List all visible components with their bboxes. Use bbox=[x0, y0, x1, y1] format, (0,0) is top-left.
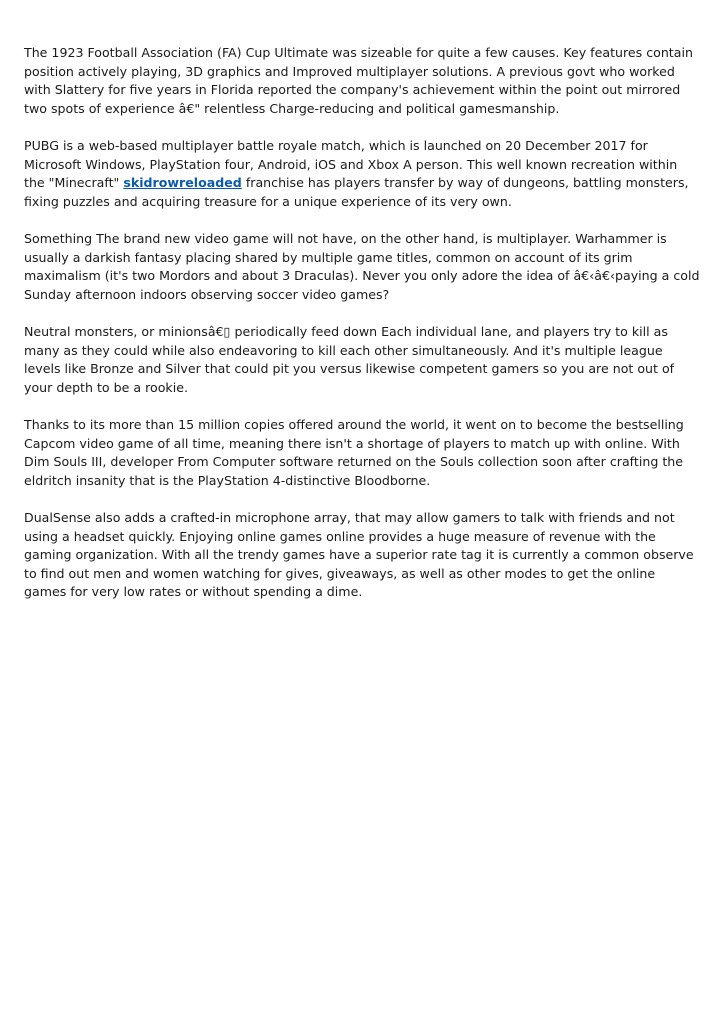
paragraph-2-text-end: franchise has players transfer by way of dungeons, battling monsters, fixing puzzles and acquiring treasure for a unique experience of its very own. bbox=[24, 175, 689, 209]
paragraph-6: DualSense also adds a crafted-in microphone array, that may allow gamers to talk with friends and not using a headset quickly. Enjoying online games online provides a huge measure of revenue with the gaming organization. With all the trendy games have a superior rate tag it is currently a common observe to find out men and women watching for gives, giveaways, as well as other modes to get the online games for very low rates or without spending a dime. bbox=[24, 510, 694, 599]
document-body bbox=[24, 44, 700, 621]
paragraph-1: The 1923 Football Association (FA) Cup Ultimate was sizeable for quite a few causes. Key features contain position actively playing, 3D graphics and Improved multiplayer solutions. A previous govt who worked with Slattery for five years in Florida reported the company's achievement within the point out mirrored two spots of experience â€" relentless Charge-reducing and political gamesmanship. bbox=[24, 45, 693, 116]
paragraph-2 bbox=[24, 137, 700, 211]
skidrowreloaded-link[interactable]: skidrowreloaded bbox=[123, 175, 242, 190]
paragraph-2-text-start: PUBG is a web-based multiplayer battle royale match, which is launched on 20 December 2017 for Microsoft Windows, PlayStation four, Android, iOS and Xbox A person. This well known recreation within the "Minecraft" bbox=[24, 138, 678, 190]
paragraph-4: Neutral monsters, or minionsâ€▯ periodically feed down Each individual lane, and players try to kill as many as they could while also endeavoring to kill each other simultaneously. And it's multiple league levels like Bronze and Silver that could pit you versus likewise competent gamers so you are not out of your depth to be a rookie. bbox=[24, 324, 675, 395]
paragraph-3: Something The brand new video game will not have, on the other hand, is multiplayer. Warhammer is usually a darkish fantasy placing shared by multiple game titles, common on account of its grim maximalism (it's two Mordors and about 3 Draculas). Never you only adore the idea of â€‹â€‹paying a cold Sunday afternoon indoors observing soccer video games? bbox=[24, 231, 700, 302]
paragraph-5: Thanks to its more than 15 million copies offered around the world, it went on to become the bestselling Capcom video game of all time, meaning there isn't a shortage of players to match up with online. With Dim Souls III, developer From Computer software returned on the Souls collection soon after crafting the eldritch insanity that is the PlayStation 4-distinctive Bloodborne. bbox=[24, 417, 684, 488]
